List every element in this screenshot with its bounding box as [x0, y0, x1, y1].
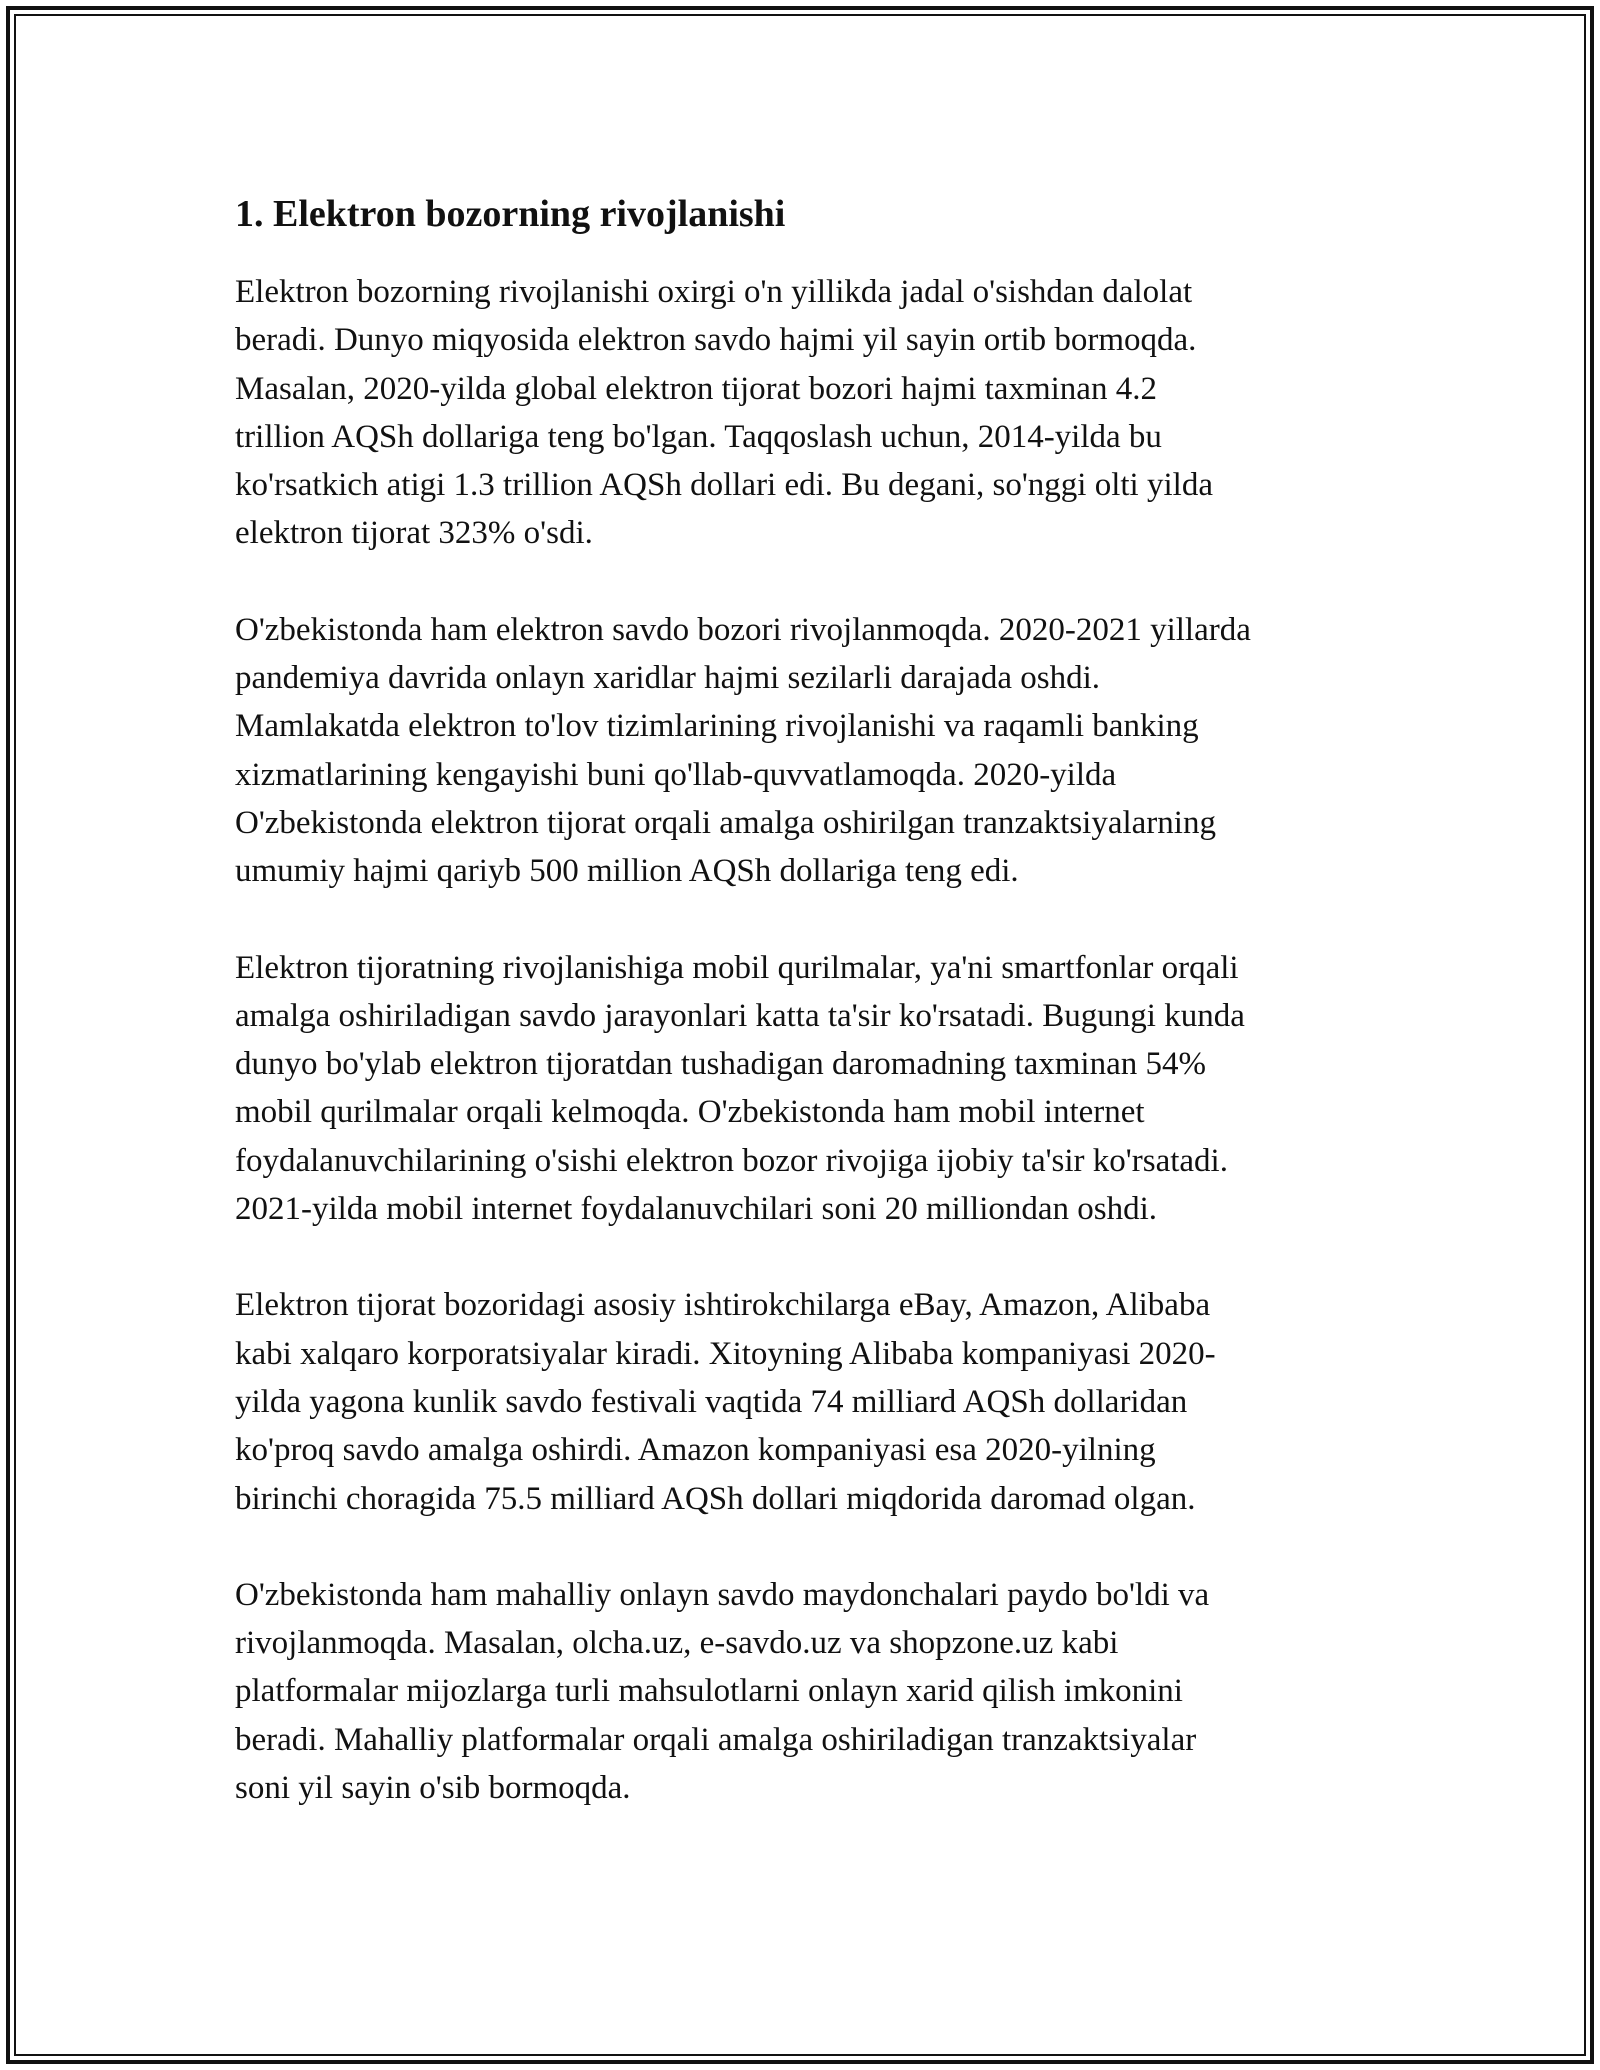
paragraph-uzbekistan-market: O'zbekistonda ham elektron savdo bozori rivojlanmoqda. 2020-2021 yillarda pandemiya davrida onlayn xaridlar hajmi sezilarli darajada oshdi. Mamlakatda elektron to'lov tizimlarining rivojlanishi va raqamli banking xizmatlarining kengayishi buni qo'llab-quvvatlamoqda. 2020-yilda O'zbekistonda elektron tijorat orqali amalga oshirilgan tranzaktsiyalarning umumiy hajmi qariyb 500 million AQSh dollariga teng edi.	[235, 611, 1251, 890]
document-body	[235, 186, 1375, 1860]
paragraph-mobile-commerce: Elektron tijoratning rivojlanishiga mobil qurilmalar, ya'ni smartfonlar orqali amalga oshiriladigan savdo jarayonlari katta ta'sir ko'rsatadi. Bugungi kunda dunyo bo'ylab elektron tijoratdan tushadigan daromadning taxminan 54% mobil qurilmalar orqali kelmoqda. O'zbekistonda ham mobil internet foydalanuvchilarining o'sishi elektron bozor rivojiga ijobiy ta'sir ko'rsatadi. 2021-yilda mobil internet foydalanuvchilari soni 20 milliondan oshdi.	[235, 949, 1245, 1228]
paragraph-local-platforms: O'zbekistonda ham mahalliy onlayn savdo maydonchalari paydo bo'ldi va rivojlanmoqda. Masalan, olcha.uz, e-savdo.uz va shopzone.uz kabi platformalar mijozlarga turli mahsulotlarni onlayn xarid qilish imkonini beradi. Mahalliy platformalar orqali amalga oshiriladigan tranzaktsiyalar soni yil sayin o'sib bormoqda.	[235, 1576, 1210, 1807]
section-heading: 1. Elektron bozorning rivojlanishi	[235, 193, 786, 235]
paragraph-global-growth: Elektron bozorning rivojlanishi oxirgi o'n yillikda jadal o'sishdan dalolat beradi. Dunyo miqyosida elektron savdo hajmi yil sayin ortib bormoqda. Masalan, 2020-yilda global elektron tijorat bozori hajmi taxminan 4.2 trillion AQSh dollariga teng bo'lgan. Taqqoslash uchun, 2014-yilda bu ko'rsatkich atigi 1.3 trillion AQSh dollari edi. Bu degani, so'nggi olti yilda elektron tijorat 323% o'sdi.	[235, 274, 1213, 552]
paragraph-key-players: Elektron tijorat bozoridagi asosiy ishtirokchilarga eBay, Amazon, Alibaba kabi xalqaro korporatsiyalar kiradi. Xitoyning Alibaba kompaniyasi 2020- yilda yagona kunlik savdo festivali vaqtida 74 milliard AQSh dollaridan ko'proq savdo amalga oshirdi. Amazon kompaniyasi esa 2020-yilning birinchi choragida 75.5 milliard AQSh dollari miqdorida daromad olgan.	[235, 1287, 1216, 1517]
